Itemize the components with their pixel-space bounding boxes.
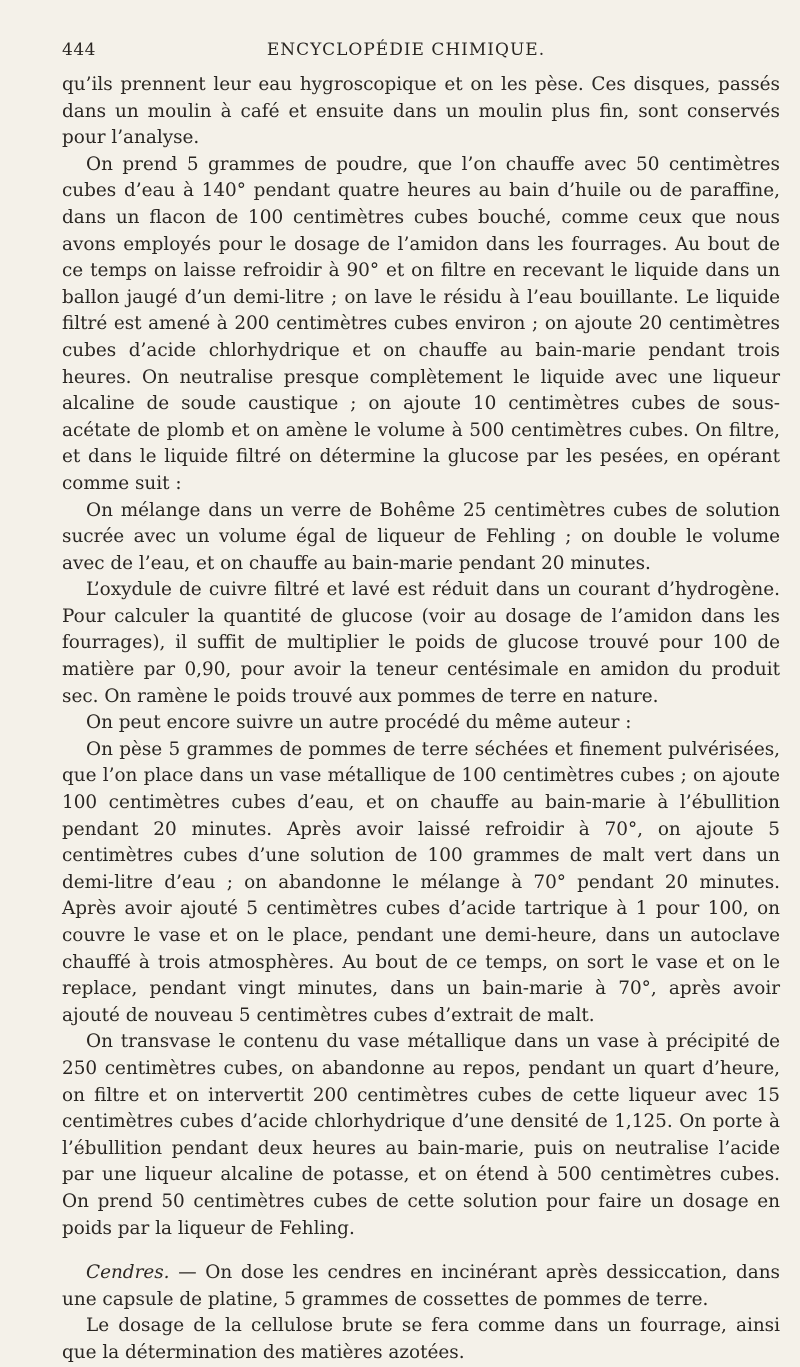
paragraph-malt-procedure: On pèse 5 grammes de pommes de terre séchées et finement pulvérisées, que l’on place dans un vase métallique de 100 centimètres cubes ; on ajoute 100 centimètres cubes d’eau, et on chauffe au bain-marie à l’ébullition pendant 20 minutes. Après avoir laissé refroidir à 70°, on ajoute 5 centimètres cubes d’une solution de 100 grammes de malt vert dans un demi-litre d’eau ; on abandonne le mélange à 70° pendant 20 minutes. Après avoir ajouté 5 centimètres cubes d’acide tartrique à 1 pour 100, on couvre le vase et on le place, pendant une demi-heure, dans un autoclave chauffé à trois atmosphères. Au bout de ce temps, on sort le vase et on le replace, pendant vingt minutes, dans un bain-marie à 70°, après avoir ajouté de nouveau 5 centimètres cubes d’extrait de malt. (62, 738, 780, 1026)
paragraph-ashes (62, 1260, 780, 1313)
ashes-text: — On dose les cendres en incinérant après dessiccation, dans une capsule de platine, 5 grammes de cossettes de pommes de terre. (62, 1262, 780, 1310)
page-header (62, 40, 780, 60)
paragraph-other-method: On peut encore suivre un autre procédé du même auteur : (86, 712, 632, 734)
paragraph-fehling-mixing: On mélange dans un verre de Bohême 25 centimètres cubes de solution sucrée avec un volume égal de liqueur de Fehling ; on double le volume avec de l’eau, et on chauffe au bain-marie pendant 20 minutes. (62, 499, 780, 574)
paragraph-copper-oxide: L’oxydule de cuivre filtré et lavé est réduit dans un courant d’hydrogène. Pour calculer la quantité de glucose (voir au dosage de l’amidon dans les fourrages), il suffit de multiplier le poids de glucose trouvé pour 100 de matière par 0,90, pour avoir la teneur centésimale en amidon du produit sec. On ramène le poids trouvé aux pommes de terre en nature. (62, 579, 780, 707)
body-text (62, 72, 780, 1367)
paragraph-transfer: On transvase le contenu du vase métallique dans un vase à précipité de 250 centimètres cubes, on abandonne au repos, pendant un quart d’heure, on filtre et on intervertit 200 centimètres cubes de cette liqueur avec 15 centimètres cubes d’acide chlorhydrique d’une densité de 1,125. On porte à l’ébullition pendant deux heures au bain-marie, puis on neutralise l’acide par une liqueur alcaline de potasse, et on étend à 500 centimètres cubes. On prend 50 centimètres cubes de cette solution pour faire un dosage en poids par la liqueur de Fehling. (62, 1031, 780, 1239)
paragraph-cellulose: Le dosage de la cellulose brute se fera comme dans un fourrage, ainsi que la détermination des matières azotées. (62, 1315, 780, 1363)
running-title: ENCYCLOPÉDIE CHIMIQUE. (266, 40, 546, 60)
page-number: 444 (62, 40, 96, 60)
ashes-label: Cendres. (86, 1262, 170, 1284)
paragraph-continuation: qu’ils prennent leur eau hygroscopique et on les pèse. Ces disques, passés dans un moulin à café et ensuite dans un moulin plus fin, sont conservés pour l’analyse. (62, 74, 780, 149)
paragraph-starch-hydrolysis: On prend 5 grammes de poudre, que l’on chauffe avec 50 centimètres cubes d’eau à 140° pendant quatre heures au bain d’huile ou de paraffine, dans un flacon de 100 centimètres cubes bouché, comme ceux que nous avons employés pour le dosage de l’amidon dans les fourrages. Au bout de ce temps on laisse refroidir à 90° et on filtre en recevant le liquide dans un ballon jaugé d’un demi-litre ; on lave le résidu à l’eau bouillante. Le liquide filtré est amené à 200 centimètres cubes environ ; on ajoute 20 centimètres cubes d’acide chlorhydrique et on chauffe au bain-marie pendant trois heures. On neutralise presque complètement le liquide avec une liqueur alcaline de soude caustique ; on ajoute 10 centimètres cubes de sous-acétate de plomb et on amène le volume à 500 centimètres cubes. On filtre, et dans le liquide filtré on détermine la glucose par les pesées, en opérant comme suit : (62, 153, 780, 494)
